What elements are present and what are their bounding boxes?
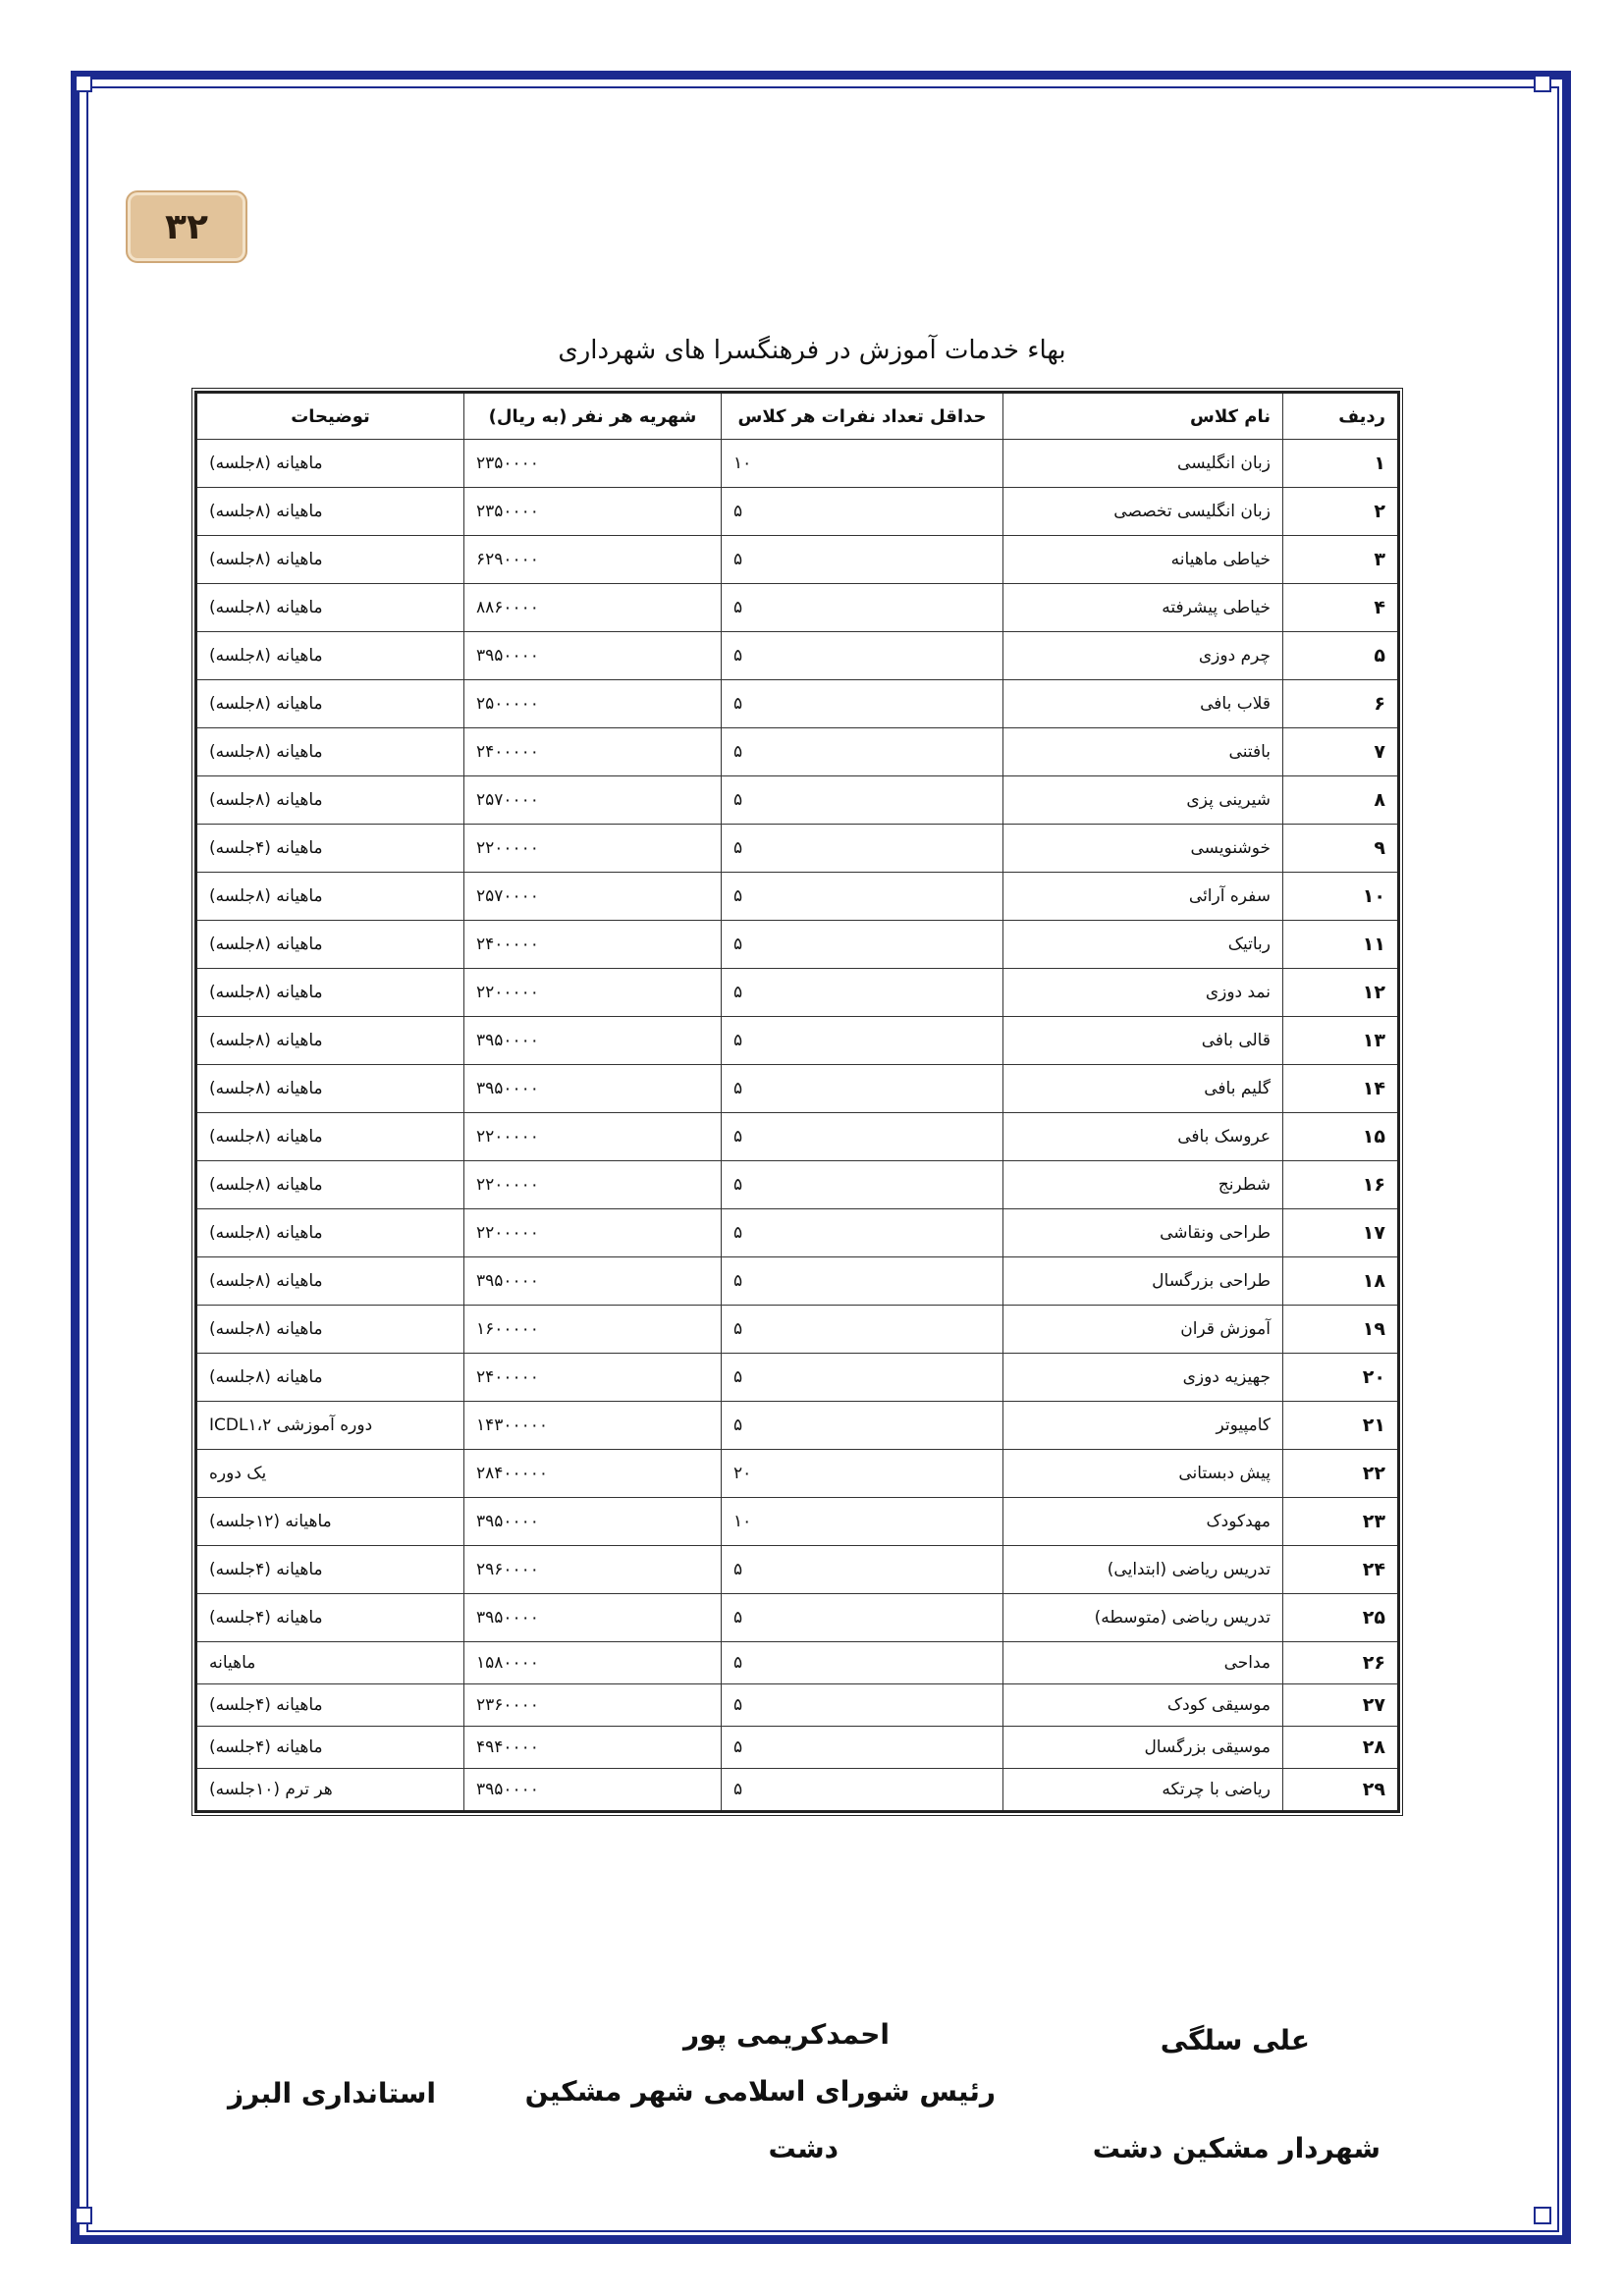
- description-cell: ماهیانه (۸جلسه): [196, 1209, 464, 1257]
- description-cell: ماهیانه (۸جلسه): [196, 584, 464, 632]
- tuition-cell: ۸۸۶۰۰۰۰: [464, 584, 722, 632]
- mayor-title: شهردار مشکین دشت: [1092, 2132, 1380, 2164]
- tuition-cell: ۱۶۰۰۰۰۰: [464, 1306, 722, 1354]
- header-row-number: ردیف: [1283, 393, 1399, 440]
- tuition-cell: ۲۴۰۰۰۰۰: [464, 728, 722, 776]
- border-corner-ornament: [1534, 2207, 1551, 2224]
- tuition-cell: ۲۹۶۰۰۰۰: [464, 1546, 722, 1594]
- description-cell: ماهیانه (۸جلسه): [196, 1257, 464, 1306]
- table-row: [196, 1546, 1399, 1594]
- row-number-cell: ۱۶: [1283, 1161, 1399, 1209]
- document-title: بهاء خدمات آموزش در فرهنگسرا های شهرداری: [558, 336, 1066, 365]
- description-cell: ماهیانه (۸جلسه): [196, 536, 464, 584]
- tuition-cell: ۲۵۷۰۰۰۰: [464, 873, 722, 921]
- min-students-cell: ۵: [722, 1642, 1003, 1684]
- class-name-cell: رباتیک: [1003, 921, 1283, 969]
- table-row: [196, 1727, 1399, 1769]
- tuition-cell: ۳۹۵۰۰۰۰: [464, 1257, 722, 1306]
- description-cell: ماهیانه (۸جلسه): [196, 969, 464, 1017]
- class-name-cell: نمد دوزی: [1003, 969, 1283, 1017]
- description-cell: ماهیانه (۸جلسه): [196, 921, 464, 969]
- description-cell: ماهیانه: [196, 1642, 464, 1684]
- row-number-cell: ۱۴: [1283, 1065, 1399, 1113]
- row-number-cell: ۷: [1283, 728, 1399, 776]
- tuition-cell: ۳۹۵۰۰۰۰: [464, 1498, 722, 1546]
- class-name-cell: چرم دوزی: [1003, 632, 1283, 680]
- description-cell: هر ترم (۱۰جلسه): [196, 1769, 464, 1812]
- table-row: [196, 1065, 1399, 1113]
- class-name-cell: بافتنی: [1003, 728, 1283, 776]
- class-name-cell: مداحی: [1003, 1642, 1283, 1684]
- description-cell: ماهیانه (۴جلسه): [196, 1594, 464, 1642]
- description-cell: ماهیانه (۸جلسه): [196, 1161, 464, 1209]
- row-number-cell: ۲۱: [1283, 1402, 1399, 1450]
- min-students-cell: ۵: [722, 1354, 1003, 1402]
- row-number-cell: ۱۰: [1283, 873, 1399, 921]
- row-number-cell: ۱۲: [1283, 969, 1399, 1017]
- tuition-cell: ۲۴۰۰۰۰۰: [464, 921, 722, 969]
- row-number-cell: ۲۰: [1283, 1354, 1399, 1402]
- class-name-cell: شطرنج: [1003, 1161, 1283, 1209]
- description-cell: ماهیانه (۸جلسه): [196, 1306, 464, 1354]
- min-students-cell: ۵: [722, 1546, 1003, 1594]
- description-cell: ماهیانه (۴جلسه): [196, 825, 464, 873]
- tuition-cell: ۳۹۵۰۰۰۰: [464, 1594, 722, 1642]
- table-row: [196, 776, 1399, 825]
- table-row: [196, 1684, 1399, 1727]
- min-students-cell: ۵: [722, 680, 1003, 728]
- class-name-cell: زبان انگلیسی: [1003, 440, 1283, 488]
- table-row: [196, 440, 1399, 488]
- row-number-cell: ۱: [1283, 440, 1399, 488]
- table-body: [196, 440, 1399, 1812]
- row-number-cell: ۳: [1283, 536, 1399, 584]
- description-cell: ماهیانه (۸جلسه): [196, 440, 464, 488]
- class-name-cell: مهدکودک: [1003, 1498, 1283, 1546]
- row-number-cell: ۲۸: [1283, 1727, 1399, 1769]
- class-name-cell: کامپیوتر: [1003, 1402, 1283, 1450]
- border-corner-ornament: [75, 2207, 92, 2224]
- description-cell: ماهیانه (۸جلسه): [196, 873, 464, 921]
- min-students-cell: ۵: [722, 1257, 1003, 1306]
- min-students-cell: ۵: [722, 1113, 1003, 1161]
- min-students-cell: ۵: [722, 1594, 1003, 1642]
- description-cell: ماهیانه (۸جلسه): [196, 776, 464, 825]
- border-corner-ornament: [1534, 75, 1551, 92]
- class-name-cell: طراحی ونقاشی: [1003, 1209, 1283, 1257]
- class-name-cell: قلاب بافی: [1003, 680, 1283, 728]
- table-row: [196, 1354, 1399, 1402]
- class-name-cell: جهیزیه دوزی: [1003, 1354, 1283, 1402]
- row-number-cell: ۲۷: [1283, 1684, 1399, 1727]
- class-name-cell: آموزش قران: [1003, 1306, 1283, 1354]
- min-students-cell: ۵: [722, 873, 1003, 921]
- tuition-cell: ۲۳۵۰۰۰۰: [464, 440, 722, 488]
- table-row: [196, 825, 1399, 873]
- table-row: [196, 1257, 1399, 1306]
- table-row: [196, 969, 1399, 1017]
- class-name-cell: خیاطی ماهیانه: [1003, 536, 1283, 584]
- tuition-cell: ۶۲۹۰۰۰۰: [464, 536, 722, 584]
- table-row: [196, 1769, 1399, 1812]
- border-corner-ornament: [75, 75, 92, 92]
- row-number-cell: ۹: [1283, 825, 1399, 873]
- class-name-cell: ریاضی با چرتکه: [1003, 1769, 1283, 1812]
- min-students-cell: ۵: [722, 536, 1003, 584]
- row-number-cell: ۱۷: [1283, 1209, 1399, 1257]
- table-row: [196, 728, 1399, 776]
- min-students-cell: ۵: [722, 1161, 1003, 1209]
- class-name-cell: طراحی بزرگسال: [1003, 1257, 1283, 1306]
- class-name-cell: تدریس ریاضی (متوسطه): [1003, 1594, 1283, 1642]
- description-cell: ماهیانه (۸جلسه): [196, 632, 464, 680]
- description-cell: ماهیانه (۴جلسه): [196, 1727, 464, 1769]
- class-name-cell: پیش دبستانی: [1003, 1450, 1283, 1498]
- table-row: [196, 1642, 1399, 1684]
- row-number-cell: ۵: [1283, 632, 1399, 680]
- description-cell: ماهیانه (۸جلسه): [196, 1017, 464, 1065]
- class-name-cell: عروسک بافی: [1003, 1113, 1283, 1161]
- description-cell: ماهیانه (۱۲جلسه): [196, 1498, 464, 1546]
- tuition-cell: ۳۹۵۰۰۰۰: [464, 1769, 722, 1812]
- min-students-cell: ۵: [722, 969, 1003, 1017]
- class-name-cell: موسیقی بزرگسال: [1003, 1727, 1283, 1769]
- description-cell: ماهیانه (۸جلسه): [196, 1113, 464, 1161]
- table-row: [196, 1209, 1399, 1257]
- row-number-cell: ۱۱: [1283, 921, 1399, 969]
- min-students-cell: ۵: [722, 1065, 1003, 1113]
- tuition-cell: ۲۲۰۰۰۰۰: [464, 825, 722, 873]
- tuition-cell: ۲۵۷۰۰۰۰: [464, 776, 722, 825]
- min-students-cell: ۱۰: [722, 1498, 1003, 1546]
- class-name-cell: قالی بافی: [1003, 1017, 1283, 1065]
- class-name-cell: سفره آرائی: [1003, 873, 1283, 921]
- table-row: [196, 1594, 1399, 1642]
- description-cell: ماهیانه (۸جلسه): [196, 1065, 464, 1113]
- description-cell: ماهیانه (۴جلسه): [196, 1684, 464, 1727]
- table-row: [196, 1306, 1399, 1354]
- class-name-cell: خیاطی پیشرفته: [1003, 584, 1283, 632]
- row-number-cell: ۲۹: [1283, 1769, 1399, 1812]
- mayor-name: علی سلگی: [1160, 2024, 1310, 2056]
- tuition-cell: ۳۹۵۰۰۰۰: [464, 632, 722, 680]
- min-students-cell: ۵: [722, 488, 1003, 536]
- tuition-cell: ۲۲۰۰۰۰۰: [464, 1161, 722, 1209]
- table-row: [196, 1113, 1399, 1161]
- tuition-cell: ۲۳۵۰۰۰۰: [464, 488, 722, 536]
- table-row: [196, 680, 1399, 728]
- class-name-cell: زبان انگلیسی تخصصی: [1003, 488, 1283, 536]
- min-students-cell: ۵: [722, 1684, 1003, 1727]
- table-row: [196, 632, 1399, 680]
- min-students-cell: ۵: [722, 776, 1003, 825]
- tuition-cell: ۱۴۳۰۰۰۰۰: [464, 1402, 722, 1450]
- tuition-cell: ۱۵۸۰۰۰۰: [464, 1642, 722, 1684]
- tuition-cell: ۳۹۵۰۰۰۰: [464, 1017, 722, 1065]
- min-students-cell: ۵: [722, 921, 1003, 969]
- row-number-cell: ۱۸: [1283, 1257, 1399, 1306]
- row-number-cell: ۲۶: [1283, 1642, 1399, 1684]
- description-cell: ماهیانه (۸جلسه): [196, 488, 464, 536]
- tuition-cell: ۲۳۶۰۰۰۰: [464, 1684, 722, 1727]
- table-row: [196, 1017, 1399, 1065]
- tuition-cell: ۲۲۰۰۰۰۰: [464, 1113, 722, 1161]
- class-name-cell: گلیم بافی: [1003, 1065, 1283, 1113]
- tuition-cell: ۲۸۴۰۰۰۰۰: [464, 1450, 722, 1498]
- description-cell: یک دوره: [196, 1450, 464, 1498]
- class-name-cell: خوشنویسی: [1003, 825, 1283, 873]
- table-row: [196, 1450, 1399, 1498]
- min-students-cell: ۵: [722, 1727, 1003, 1769]
- min-students-cell: ۵: [722, 584, 1003, 632]
- tuition-cell: ۲۴۰۰۰۰۰: [464, 1354, 722, 1402]
- page-number-badge: ۳۲: [126, 190, 247, 263]
- min-students-cell: ۵: [722, 1209, 1003, 1257]
- row-number-cell: ۱۹: [1283, 1306, 1399, 1354]
- table-header-row: [196, 393, 1399, 440]
- table-row: [196, 873, 1399, 921]
- council-head-title: رئیس شورای اسلامی شهر مشکین: [524, 2075, 996, 2108]
- council-head-title-line2: دشت: [768, 2132, 839, 2164]
- min-students-cell: ۱۰: [722, 440, 1003, 488]
- min-students-cell: ۲۰: [722, 1450, 1003, 1498]
- class-name-cell: شیرینی پزی: [1003, 776, 1283, 825]
- table-row: [196, 1402, 1399, 1450]
- min-students-cell: ۵: [722, 1306, 1003, 1354]
- header-class-name: نام کلاس: [1003, 393, 1283, 440]
- min-students-cell: ۵: [722, 1402, 1003, 1450]
- row-number-cell: ۲۵: [1283, 1594, 1399, 1642]
- min-students-cell: ۵: [722, 1769, 1003, 1812]
- table-row: [196, 584, 1399, 632]
- row-number-cell: ۴: [1283, 584, 1399, 632]
- min-students-cell: ۵: [722, 632, 1003, 680]
- description-cell: ماهیانه (۸جلسه): [196, 1354, 464, 1402]
- header-description: توضیحات: [196, 393, 464, 440]
- description-cell: ماهیانه (۸جلسه): [196, 728, 464, 776]
- tuition-cell: ۲۵۰۰۰۰۰: [464, 680, 722, 728]
- tuition-cell: ۴۹۴۰۰۰۰: [464, 1727, 722, 1769]
- row-number-cell: ۲: [1283, 488, 1399, 536]
- description-cell: ماهیانه (۸جلسه): [196, 680, 464, 728]
- row-number-cell: ۲۲: [1283, 1450, 1399, 1498]
- row-number-cell: ۲۴: [1283, 1546, 1399, 1594]
- council-head-name: احمدکریمی پور: [683, 2018, 890, 2051]
- tuition-cell: ۲۲۰۰۰۰۰: [464, 1209, 722, 1257]
- header-tuition: شهریه هر نفر (به ریال): [464, 393, 722, 440]
- table-row: [196, 488, 1399, 536]
- header-min-students: حداقل تعداد نفرات هر کلاس: [722, 393, 1003, 440]
- table-row: [196, 1498, 1399, 1546]
- tuition-cell: ۳۹۵۰۰۰۰: [464, 1065, 722, 1113]
- governorate-label: استانداری البرز: [228, 2077, 436, 2109]
- class-name-cell: موسیقی کودک: [1003, 1684, 1283, 1727]
- min-students-cell: ۵: [722, 1017, 1003, 1065]
- tuition-table: [194, 391, 1400, 1813]
- row-number-cell: ۸: [1283, 776, 1399, 825]
- table-row: [196, 1161, 1399, 1209]
- row-number-cell: ۱۳: [1283, 1017, 1399, 1065]
- row-number-cell: ۲۳: [1283, 1498, 1399, 1546]
- row-number-cell: ۱۵: [1283, 1113, 1399, 1161]
- class-name-cell: تدریس ریاضی (ابتدایی): [1003, 1546, 1283, 1594]
- row-number-cell: ۶: [1283, 680, 1399, 728]
- description-cell: دوره آموزشی ICDL۱،۲: [196, 1402, 464, 1450]
- table-row: [196, 921, 1399, 969]
- description-cell: ماهیانه (۴جلسه): [196, 1546, 464, 1594]
- min-students-cell: ۵: [722, 825, 1003, 873]
- min-students-cell: ۵: [722, 728, 1003, 776]
- table-row: [196, 536, 1399, 584]
- tuition-cell: ۲۲۰۰۰۰۰: [464, 969, 722, 1017]
